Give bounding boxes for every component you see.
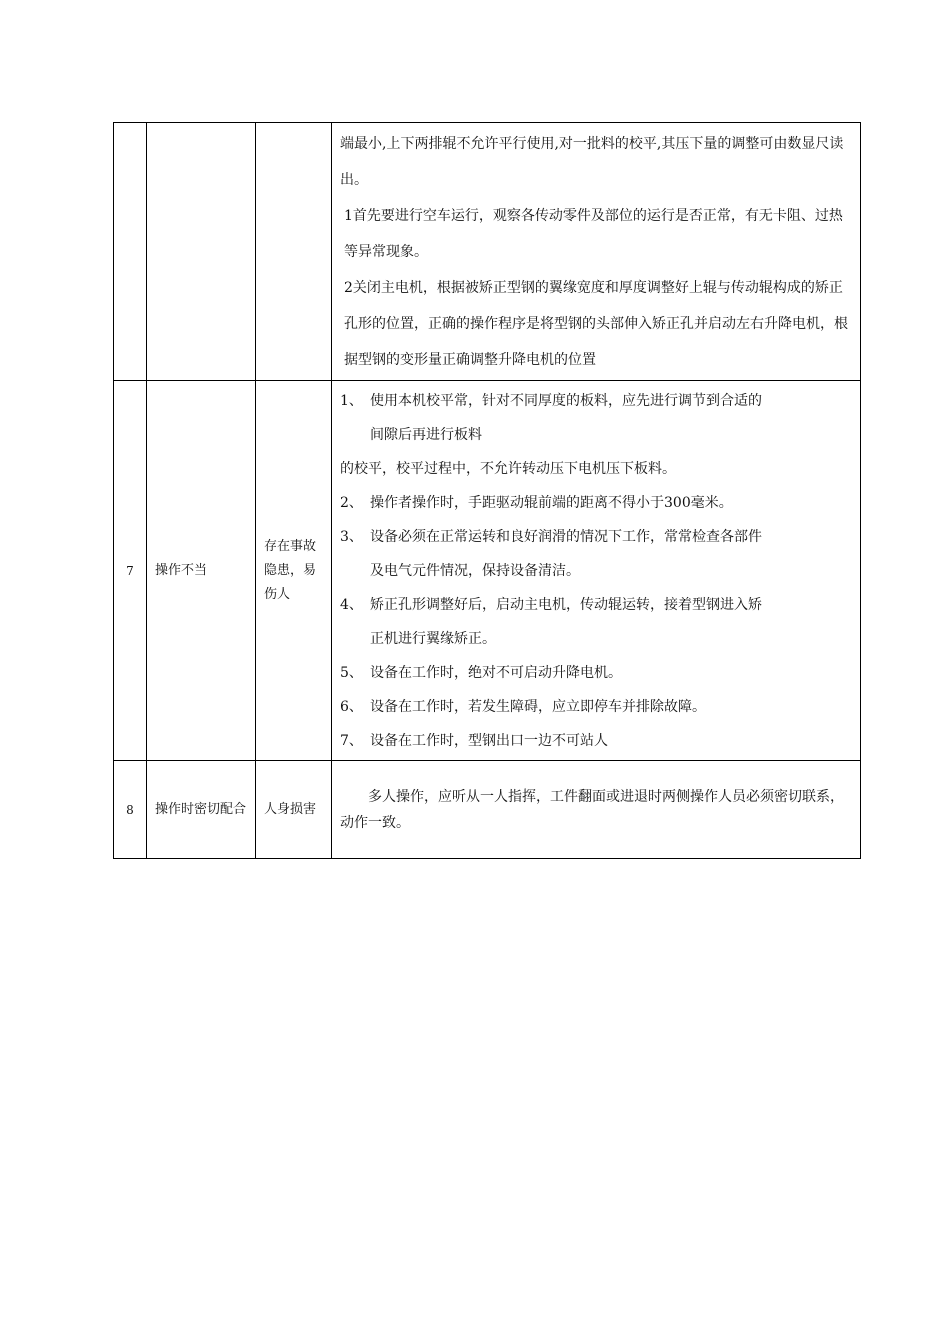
measures-cell bbox=[332, 381, 861, 761]
measure-list-item: 6、 设备在工作时，若发生障碍，应立即停车并排除故障。 bbox=[340, 698, 706, 715]
row-number-cell: 7 bbox=[114, 381, 147, 761]
measure-list-item: 1、 使用本机校平常，针对不同厚度的板料，应先进行调节到合适的 间隙后再进行板料 bbox=[340, 392, 762, 443]
measures-cell bbox=[332, 761, 861, 859]
measure-paragraph: 2关闭主电机，根据被矫正型钢的翼缘宽度和厚度调整好上辊与传动辊构成的矫正孔形的位置，正确的操作程序是将型钢的头部伸入矫正孔并启动左右升降电机，根据型钢的变形量正确调整升降电机的位置 bbox=[344, 279, 848, 368]
table-row-continued bbox=[114, 123, 861, 381]
hazard-item-cell: 操作不当 bbox=[147, 381, 256, 761]
table-row bbox=[114, 381, 861, 761]
hazard-item-cell bbox=[147, 123, 256, 381]
row-number-cell: 8 bbox=[114, 761, 147, 859]
risk-control-table bbox=[113, 122, 861, 859]
measure-paragraph: 1首先要进行空车运行，观察各传动零件及部位的运行是否正常，有无卡阻、过热等异常现象。 bbox=[344, 207, 843, 260]
measures-cell bbox=[332, 123, 861, 381]
hazard-item-cell: 操作时密切配合 bbox=[147, 761, 256, 859]
measure-paragraph: 多人操作，应听从一人指挥，工件翻面或进退时两侧操作人员必须密切联系，动作一致。 bbox=[340, 788, 844, 831]
measure-list-item: 3、 设备必须在正常运转和良好润滑的情况下工作，常常检查各部件 及电气元件情况，保持设备清洁。 bbox=[340, 528, 762, 579]
measure-paragraph: 端最小,上下两排辊不允许平行使用,对一批料的校平,其压下量的调整可由数显尺读出。 bbox=[340, 135, 844, 188]
harm-cell bbox=[256, 123, 332, 381]
harm-cell: 存在事故隐患，易伤人 bbox=[256, 381, 332, 761]
measure-list-item: 的校平，校平过程中，不允许转动压下电机压下板料。 bbox=[340, 460, 676, 477]
harm-cell: 人身损害 bbox=[256, 761, 332, 859]
measure-list-item: 5、 设备在工作时，绝对不可启动升降电机。 bbox=[340, 664, 622, 681]
row-number-cell bbox=[114, 123, 147, 381]
measure-list-item: 2、 操作者操作时，手距驱动辊前端的距离不得小于300毫米。 bbox=[340, 494, 733, 511]
table-row bbox=[114, 761, 861, 859]
measure-list-item: 4、 矫正孔形调整好后，启动主电机，传动辊运转，接着型钢进入矫 正机进行翼缘矫正。 bbox=[340, 596, 762, 647]
measure-list-item: 7、 设备在工作时，型钢出口一边不可站人 bbox=[340, 732, 608, 749]
